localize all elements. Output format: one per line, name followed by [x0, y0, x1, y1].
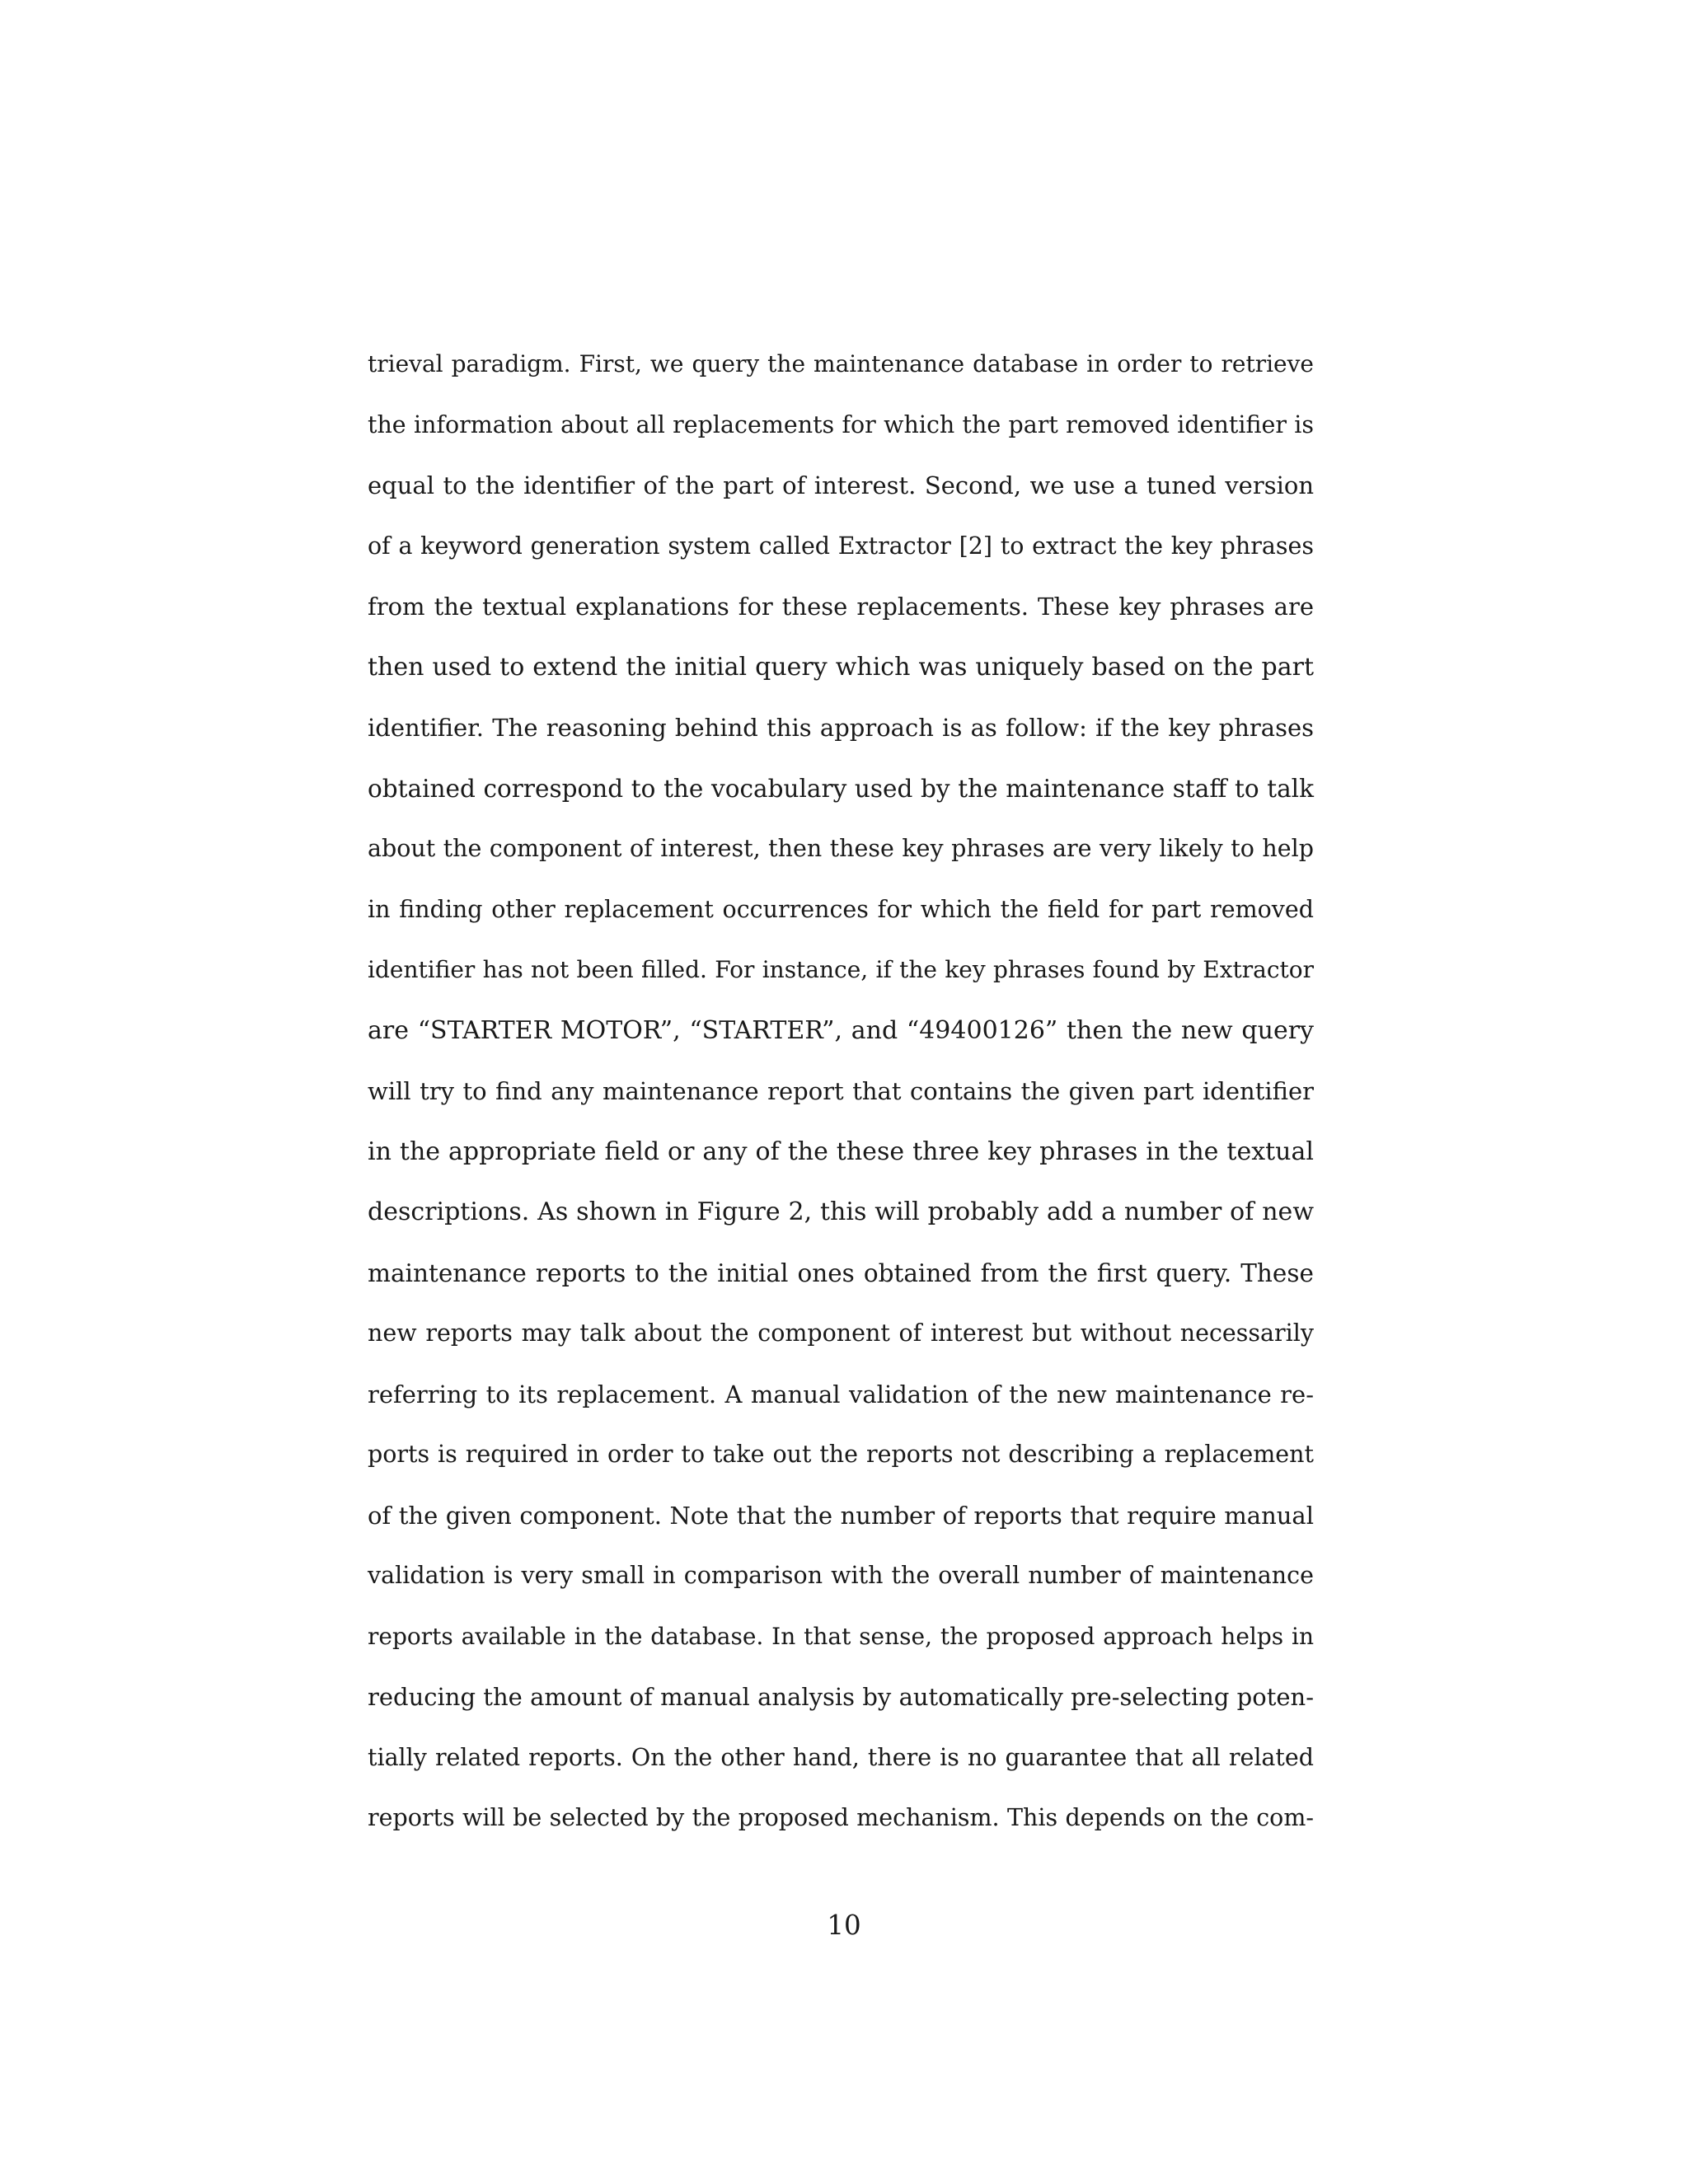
text-line: new reports may talk about the component of interest but without necessarily: [368, 1319, 1314, 1347]
text-line: ports is required in order to take out the reports not describing a replacement: [368, 1441, 1314, 1468]
text-line: identifier has not been filled. For instance, if the key phrases found by Extractor: [368, 956, 1314, 983]
text-line: of a keyword generation system called Extractor [2] to extract the key phrases: [368, 532, 1314, 560]
text-line: are “STARTER MOTOR”, “STARTER”, and “49400126” then the new query: [368, 1015, 1314, 1045]
text-line: referring to its replacement. A manual validation of the new maintenance re-: [368, 1380, 1314, 1408]
text-line: in finding other replacement occurrences for which the field for part removed: [368, 895, 1314, 923]
body-paragraph: [368, 341, 1314, 1856]
text-line: reports will be selected by the proposed mechanism. This depends on the com-: [368, 1804, 1314, 1831]
text-line: obtained correspond to the vocabulary used by the maintenance staff to talk: [368, 774, 1314, 803]
text-line: equal to the identifier of the part of interest. Second, we use a tuned version: [368, 471, 1314, 499]
text-line: maintenance reports to the initial ones obtained from the first query. These: [368, 1258, 1314, 1287]
text-line: in the appropriate field or any of the these three key phrases in the textual: [368, 1137, 1314, 1166]
text-line: reports available in the database. In that sense, the proposed approach helps in: [368, 1622, 1314, 1650]
text-line: the information about all replacements for which the part removed identifier is: [368, 410, 1314, 438]
text-line: will try to find any maintenance report that contains the given part identifier: [368, 1077, 1314, 1105]
text-line: tially related reports. On the other hand, there is no guarantee that all related: [368, 1743, 1314, 1771]
text-line: then used to extend the initial query which was uniquely based on the part: [368, 652, 1314, 682]
page-number: 10: [827, 1910, 861, 1941]
text-line: reducing the amount of manual analysis by automatically pre-selecting poten-: [368, 1683, 1314, 1711]
text-line: of the given component. Note that the number of reports that require manual: [368, 1501, 1314, 1530]
text-line: descriptions. As shown in Figure 2, this will probably add a number of new: [368, 1197, 1314, 1226]
text-line: about the component of interest, then these key phrases are very likely to help: [368, 835, 1314, 862]
text-line: validation is very small in comparison with the overall number of maintenance: [368, 1562, 1314, 1589]
text-line: identifier. The reasoning behind this approach is as follow: if the key phrases: [368, 714, 1314, 742]
text-line: from the textual explanations for these replacements. These key phrases are: [368, 593, 1314, 621]
text-line: trieval paradigm. First, we query the maintenance database in order to retrieve: [368, 350, 1314, 377]
